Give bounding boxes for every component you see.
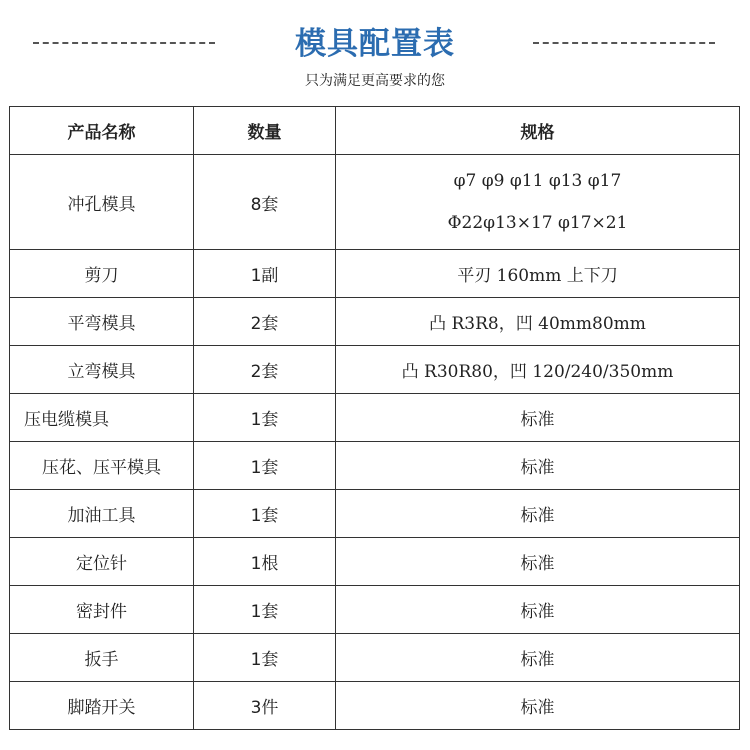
table-row xyxy=(10,682,740,730)
product-name-cell: 扳手 xyxy=(10,634,194,682)
column-header-product-name: 产品名称 xyxy=(10,107,194,155)
table-row xyxy=(10,155,740,250)
product-name-cell: 压花、压平模具 xyxy=(10,442,194,490)
table-row xyxy=(10,586,740,634)
column-header-specification: 规格 xyxy=(336,107,740,155)
specification-cell: 标准 xyxy=(336,394,740,442)
specification-cell: 标准 xyxy=(336,634,740,682)
specification-cell: 平刃 160mm 上下刀 xyxy=(336,250,740,298)
product-name-cell: 脚踏开关 xyxy=(10,682,194,730)
specification-cell: 标准 xyxy=(336,538,740,586)
specification-line-2: Φ22φ13×17 φ17×21 xyxy=(447,213,628,233)
page-subtitle: 只为满足更高要求的您 xyxy=(305,73,445,89)
table-header-row xyxy=(10,107,740,155)
quantity-cell: 1套 xyxy=(194,394,336,442)
specification-line-1: φ7 φ9 φ11 φ13 φ17 xyxy=(453,171,622,191)
mold-configuration-table xyxy=(9,106,740,730)
product-name-cell: 剪刀 xyxy=(10,250,194,298)
decorative-dashed-line-right xyxy=(533,42,715,44)
quantity-cell: 3件 xyxy=(194,682,336,730)
table-row xyxy=(10,298,740,346)
specification-cell: 标准 xyxy=(336,442,740,490)
quantity-cell: 1套 xyxy=(194,442,336,490)
table-row xyxy=(10,490,740,538)
table-row xyxy=(10,250,740,298)
table-row xyxy=(10,538,740,586)
product-name-cell: 压电缆模具 xyxy=(10,394,194,442)
header xyxy=(0,0,750,100)
product-name-cell: 加油工具 xyxy=(10,490,194,538)
quantity-cell: 1套 xyxy=(194,586,336,634)
quantity-cell: 1根 xyxy=(194,538,336,586)
page-title: 模具配置表 xyxy=(295,26,455,62)
quantity-cell: 2套 xyxy=(194,346,336,394)
product-name-cell: 立弯模具 xyxy=(10,346,194,394)
specification-cell: 标准 xyxy=(336,682,740,730)
column-header-quantity: 数量 xyxy=(194,107,336,155)
specification-cell: 标准 xyxy=(336,490,740,538)
quantity-cell: 1套 xyxy=(194,634,336,682)
table-row xyxy=(10,634,740,682)
product-name-cell: 定位针 xyxy=(10,538,194,586)
table-row xyxy=(10,346,740,394)
specification-cell xyxy=(336,155,740,250)
product-name-cell: 平弯模具 xyxy=(10,298,194,346)
quantity-cell: 2套 xyxy=(194,298,336,346)
table-row xyxy=(10,442,740,490)
product-name-cell: 密封件 xyxy=(10,586,194,634)
quantity-cell: 8套 xyxy=(194,155,336,250)
specification-cell: 凸 R3R8，凹 40mm80mm xyxy=(336,298,740,346)
quantity-cell: 1套 xyxy=(194,490,336,538)
table-row xyxy=(10,394,740,442)
quantity-cell: 1副 xyxy=(194,250,336,298)
product-name-cell: 冲孔模具 xyxy=(10,155,194,250)
specification-cell: 标准 xyxy=(336,586,740,634)
specification-cell: 凸 R30R80，凹 120/240/350mm xyxy=(336,346,740,394)
